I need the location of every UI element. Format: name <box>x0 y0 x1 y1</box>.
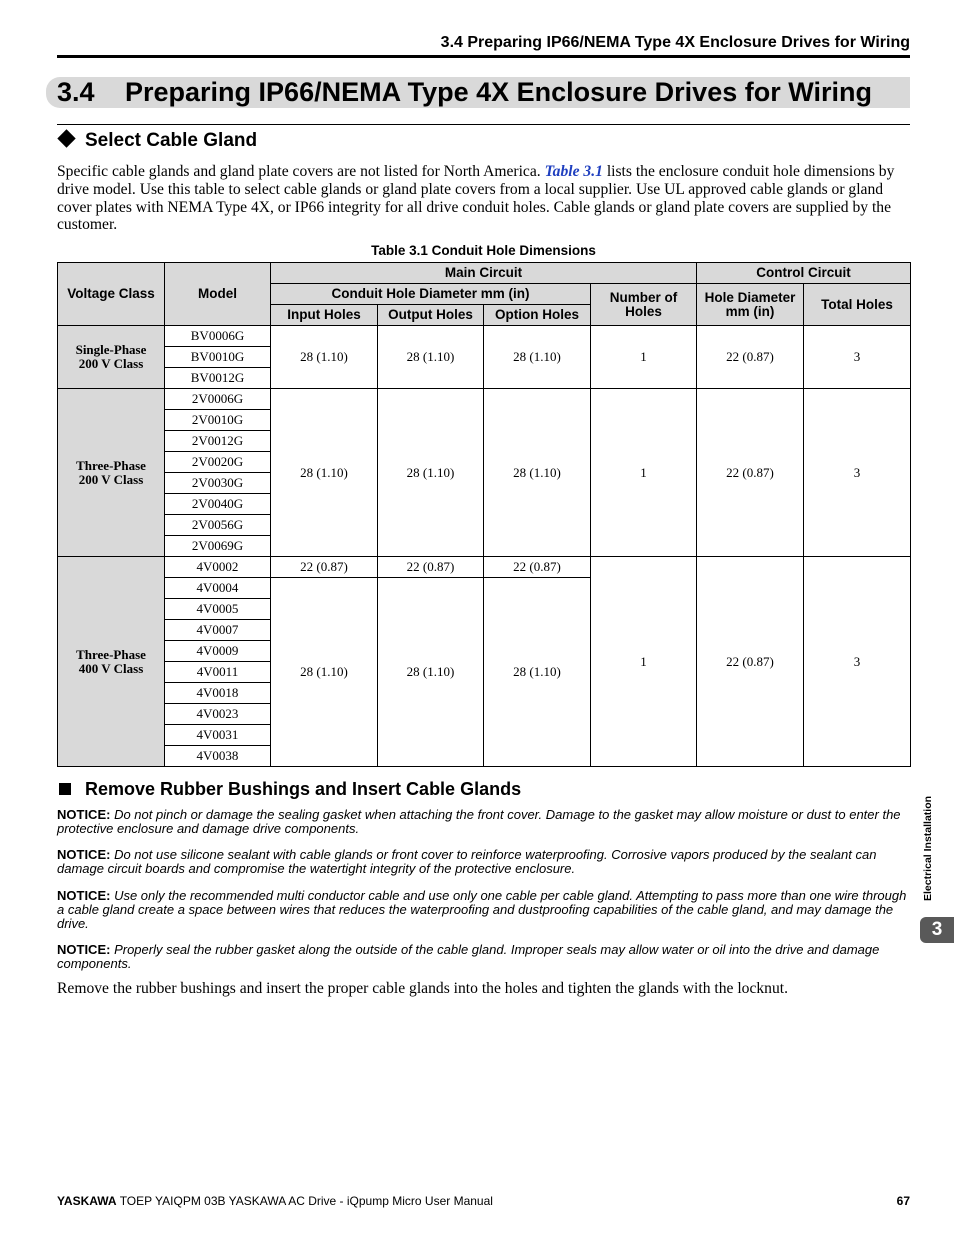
voltage-class-line-2: 200 V Class <box>78 471 144 487</box>
model-cell: 2V0012G <box>165 431 271 452</box>
voltage-class-cell <box>58 557 165 767</box>
running-header: 3.4 Preparing IP66/NEMA Type 4X Enclosure Drives for Wiring <box>440 34 910 51</box>
table-caption: Table 3.1 Conduit Hole Dimensions <box>371 243 596 258</box>
notice-1: NOTICE: Do not pinch or damage the sealing gasket when attaching the front cover. Damage to the gasket may allow moisture or dust to enter the protective enclosure and damage drive components. <box>57 807 901 836</box>
voltage-class-line-1: Three-Phase <box>76 646 146 662</box>
header-main-circuit: Main Circuit <box>271 263 697 284</box>
page-number: 67 <box>896 1194 910 1208</box>
model-cell: BV0006G <box>165 326 271 347</box>
subsection-heading <box>57 130 257 152</box>
voltage-class-line-1: Single-Phase <box>75 342 147 357</box>
model-cell: 2V0006G <box>165 389 271 410</box>
square-bullet-icon <box>59 783 71 795</box>
header-conduit-hole-diameter: Conduit Hole Diameter mm (in) <box>271 284 591 305</box>
model-cell: 4V0011 <box>165 662 271 683</box>
model-cell: 4V0038 <box>165 746 271 767</box>
section-rule <box>57 124 910 125</box>
section-title-text: Preparing IP66/NEMA Type 4X Enclosure Drives for Wiring <box>125 77 872 107</box>
input-holes-cell: 28 (1.10) <box>271 326 378 389</box>
model-cell: 4V0023 <box>165 704 271 725</box>
model-cell: BV0010G <box>165 347 271 368</box>
number-of-holes-cell: 1 <box>591 557 697 767</box>
footer-text: TOEP YAIQPM 03B YASKAWA AC Drive - iQpump Micro User Manual <box>116 1194 493 1208</box>
output-holes-cell: 28 (1.10) <box>378 389 484 557</box>
input-holes-cell: 28 (1.10) <box>271 578 378 767</box>
subsubsection-heading <box>57 779 521 801</box>
model-cell: 4V0007 <box>165 620 271 641</box>
header-output-holes: Output Holes <box>378 305 484 326</box>
header-model: Model <box>165 263 271 326</box>
control-hole-diameter-cell: 22 (0.87) <box>697 557 804 767</box>
output-holes-cell: 28 (1.10) <box>378 326 484 389</box>
option-holes-cell: 28 (1.10) <box>484 326 591 389</box>
model-cell: 2V0010G <box>165 410 271 431</box>
input-holes-cell: 28 (1.10) <box>271 389 378 557</box>
voltage-class-line-1: Three-Phase <box>76 457 146 473</box>
voltage-class-cell <box>58 326 165 389</box>
model-cell: BV0012G <box>165 368 271 389</box>
number-of-holes-cell: 1 <box>591 326 697 389</box>
voltage-class-cell <box>58 389 165 557</box>
table-row <box>58 326 911 347</box>
number-of-holes-cell: 1 <box>591 389 697 557</box>
header-number-of-holes: Number of Holes <box>591 284 697 326</box>
output-holes-cell: 22 (0.87) <box>378 557 484 578</box>
notice-4: NOTICE: Properly seal the rubber gasket along the outside of the cable gland. Improper seals may allow water or oil into the drive and damage components. <box>57 942 880 971</box>
total-holes-cell: 3 <box>804 557 911 767</box>
subsubsection-title: Remove Rubber Bushings and Insert Cable Glands <box>85 779 522 799</box>
option-holes-cell: 28 (1.10) <box>484 578 591 767</box>
model-cell: 2V0056G <box>165 515 271 536</box>
subsection-title: Select Cable Gland <box>85 130 258 151</box>
model-cell: 2V0030G <box>165 473 271 494</box>
conduit-hole-table <box>57 262 911 767</box>
side-tab-label: Electrical Installation <box>922 795 934 901</box>
header-control-circuit: Control Circuit <box>697 263 911 284</box>
table-row <box>58 389 911 410</box>
header-option-holes: Option Holes <box>484 305 591 326</box>
table-row <box>58 557 911 578</box>
output-holes-cell: 28 (1.10) <box>378 578 484 767</box>
model-cell: 2V0040G <box>165 494 271 515</box>
header-total-holes: Total Holes <box>804 284 911 326</box>
header-hole-diameter: Hole Diameter mm (in) <box>697 284 804 326</box>
total-holes-cell: 3 <box>804 326 911 389</box>
footer-brand: YASKAWA <box>57 1194 117 1208</box>
model-cell: 4V0009 <box>165 641 271 662</box>
option-holes-cell: 22 (0.87) <box>484 557 591 578</box>
closing-paragraph: Remove the rubber bushings and insert the proper cable glands into the holes and tighten the glands with the locknut. <box>57 980 789 997</box>
input-holes-cell: 22 (0.87) <box>271 557 378 578</box>
control-hole-diameter-cell: 22 (0.87) <box>697 389 804 557</box>
table-body <box>58 326 911 767</box>
notice-2: NOTICE: Do not use silicone sealant with cable glands or front cover to reinforce waterproofing. Corrosive vapors produced by the sealant can damage circuit boards and compromise the watertight integrity of the protective enclosure. <box>57 847 877 876</box>
option-holes-cell: 28 (1.10) <box>484 389 591 557</box>
voltage-class-line-2: 200 V Class <box>78 356 144 371</box>
header-rule <box>57 55 910 58</box>
section-number: 3.4 <box>57 77 95 107</box>
model-cell: 4V0005 <box>165 599 271 620</box>
page-footer <box>57 1193 910 1209</box>
intro-paragraph: Specific cable glands and gland plate covers are not listed for North America. Table 3.1 lists the enclosure conduit hole dimensions by drive model. Use this table to select cable glands or gland plate covers from a local supplier. Use UL approved cable glands or gland cover plates with NEMA Type 4X, or IP66 integrity for all drive conduit holes. Cable glands or gland plate covers are supplied by the customer. <box>57 163 895 234</box>
header-voltage-class: Voltage Class <box>58 263 165 326</box>
model-cell: 2V0020G <box>165 452 271 473</box>
chapter-tab[interactable]: 3 <box>920 917 954 943</box>
notice-3: NOTICE: Use only the recommended multi conductor cable and use only one cable per cable gland. Attempting to pass more than one wire through a cable gland create a space between wires that reduces the waterproofing and dustproofing capabilities of the cable gland, and may damage the drive. <box>57 888 907 931</box>
model-cell: 2V0069G <box>165 536 271 557</box>
model-cell: 4V0031 <box>165 725 271 746</box>
table-reference-link[interactable]: Table 3.1 <box>544 163 603 180</box>
model-cell: 4V0002 <box>165 557 271 578</box>
model-cell: 4V0018 <box>165 683 271 704</box>
diamond-bullet-icon <box>57 129 75 147</box>
voltage-class-line-2: 400 V Class <box>78 660 144 676</box>
header-input-holes: Input Holes <box>271 305 378 326</box>
total-holes-cell: 3 <box>804 389 911 557</box>
section-title <box>57 77 872 108</box>
control-hole-diameter-cell: 22 (0.87) <box>697 326 804 389</box>
model-cell: 4V0004 <box>165 578 271 599</box>
